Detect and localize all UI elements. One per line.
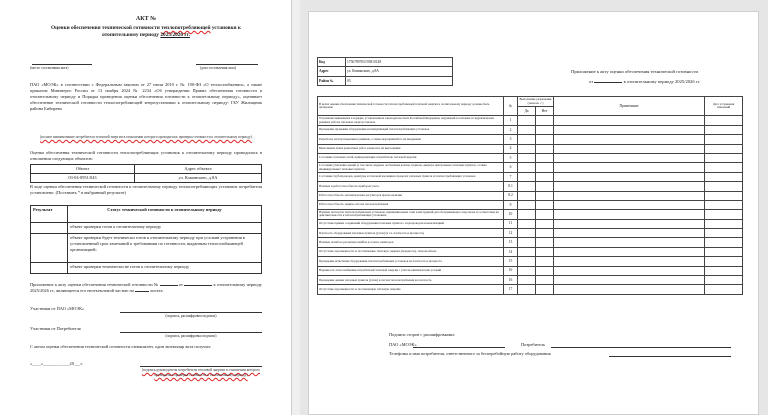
fix-date-cell[interactable] xyxy=(705,247,743,256)
act-document xyxy=(0,0,292,415)
requirement-row xyxy=(318,229,743,238)
notes-cell[interactable] xyxy=(554,247,705,256)
requirement-number: 3 xyxy=(504,135,518,144)
objects-col-address: Адрес объекта xyxy=(134,165,261,174)
moek-sign-label: ПАО «МОЭК» xyxy=(389,342,417,347)
no-cell[interactable] xyxy=(536,238,554,247)
requirement-number: 14 xyxy=(504,247,518,256)
notes-cell[interactable] xyxy=(554,266,705,275)
fix-date-cell[interactable] xyxy=(705,172,743,181)
fix-date-cell[interactable] xyxy=(705,210,743,219)
fix-date-cell[interactable] xyxy=(705,200,743,209)
yes-cell[interactable] xyxy=(518,144,536,153)
fix-date-cell[interactable] xyxy=(705,257,743,266)
status-table xyxy=(30,205,262,274)
yes-cell[interactable] xyxy=(518,163,536,172)
no-cell[interactable] xyxy=(536,144,554,153)
requirement-text: Наличие и работоспособность приборов учета, xyxy=(318,182,504,191)
notes-cell[interactable] xyxy=(554,276,705,285)
requirement-text: Работоспособность автоматических регуляторов при их наличии xyxy=(318,191,504,200)
fix-date-cell[interactable] xyxy=(705,153,743,162)
notes-cell[interactable] xyxy=(554,153,705,162)
yes-cell[interactable] xyxy=(518,219,536,228)
responsible-phones-line[interactable] xyxy=(609,356,731,357)
fix-date-cell[interactable] xyxy=(705,182,743,191)
requirement-row xyxy=(318,247,743,256)
requirement-text: Разработка эксплуатационных режимов, а также мероприятий по их внедрению xyxy=(318,135,504,144)
yes-cell[interactable] xyxy=(518,285,536,294)
requirement-text: Устранение выявленных в порядке, установленном законодательством Российской Федерации, нарушений в тепловых и гидравлических режимах работы тепловых энергоустановок xyxy=(318,116,504,125)
requirement-number: 9 xyxy=(504,200,518,209)
moek-sign-line[interactable] xyxy=(413,347,505,348)
yes-cell[interactable] xyxy=(518,238,536,247)
page-gap xyxy=(292,0,300,415)
no-cell[interactable] xyxy=(536,153,554,162)
requirement-text: Выполнение плана ремонтных работ и качество их выполнения xyxy=(318,144,504,153)
col-number: № xyxy=(504,97,518,116)
requirement-number: 13 xyxy=(504,238,518,247)
notes-cell[interactable] xyxy=(554,200,705,209)
requirement-number: 4 xyxy=(504,144,518,153)
requirement-text: Состояние трубопроводов, арматуры и тепловой изоляции в пределах тепловых пунктов и теплопотребляющих установок xyxy=(318,172,504,181)
fix-date-cell[interactable] xyxy=(705,135,743,144)
requirement-row xyxy=(318,182,743,191)
requirement-row xyxy=(318,116,743,125)
yes-cell[interactable] xyxy=(518,135,536,144)
fix-date-cell[interactable] xyxy=(705,266,743,275)
notes-cell[interactable] xyxy=(554,219,705,228)
requirement-text: Отсутствие прямых соединений оборудования тепловых пунктов с водопроводом и канализацией xyxy=(318,219,504,228)
info-label: Адрес xyxy=(318,67,346,76)
status-col-result: Результат xyxy=(31,206,68,223)
moek-participants-label: Участники от ПАО «МОЭК» xyxy=(30,306,85,311)
objects-col-object: Объект xyxy=(31,165,135,174)
place-line xyxy=(32,64,92,65)
no-cell[interactable] xyxy=(536,172,554,181)
requirement-text: Отсутствие задолженности за поставленные тепловую энергию (мощность), теплоноситель xyxy=(318,247,504,256)
result-cell-3[interactable] xyxy=(31,263,68,274)
intro-paragraph: ПАО «МОЭК» в соответствии с Федеральным законом от 27 июля 2010 г. № 190-ФЗ «О теплоснабжении», а также приказом Минэнерго России от 13 ноября 2024 № 2234 «Об утверждении Правил обеспечения готовности к отопительному периоду и Порядка проведения оценки обеспечения готовности к отопительному периоду», оценивает обеспечение технической готовности теплопотребляющей энергоустановки к отопительному периоду: ГБУ Жилищник района Бибирево xyxy=(30,82,262,111)
requirement-row xyxy=(318,276,743,285)
yes-cell[interactable] xyxy=(518,247,536,256)
requirement-text: Проведение промывки оборудования и коммуникаций теплопотребляющих установок xyxy=(318,125,504,134)
requirement-number: 10 xyxy=(504,210,518,219)
no-cell[interactable] xyxy=(536,163,554,172)
requirement-text: Проведение испытания оборудования теплопотребляющих установок на плотность и прочность xyxy=(318,257,504,266)
col-no: Нет xyxy=(536,107,554,116)
appendix-page xyxy=(308,11,759,415)
requirement-row xyxy=(318,125,743,134)
fix-date-cell[interactable] xyxy=(705,238,743,247)
info-value: 03 xyxy=(346,76,453,85)
requirement-text: Надежность теплоснабжения потребителей тепловой энергии с учетом климатических условий xyxy=(318,266,504,275)
no-cell[interactable] xyxy=(536,219,554,228)
requirement-text: Наличие пломб на расчетных шайбах и соплах элеваторов xyxy=(318,238,504,247)
notes-cell[interactable] xyxy=(554,229,705,238)
consumer-signature-line[interactable] xyxy=(120,332,262,333)
requirement-number: 16 xyxy=(504,276,518,285)
yes-cell[interactable] xyxy=(518,153,536,162)
requirement-row xyxy=(318,200,743,209)
date-caption: (дата составления акта) xyxy=(200,66,237,70)
no-cell[interactable] xyxy=(536,210,554,219)
requirement-text: Плотность оборудования тепловых пунктов (узлов) (в т.ч. плотность и прочность) xyxy=(318,229,504,238)
date-line xyxy=(196,64,258,65)
appendix-paragraph: Приложение к акту оценки обеспечения технической готовности № от к отопительному периоду 2025/2026 гг., являющееся его неотъемлемой частью на листах. xyxy=(30,282,263,293)
fix-date-cell[interactable] xyxy=(705,163,743,172)
requirement-row xyxy=(318,210,743,219)
findings-paragraph: В ходе оценки обеспечения технической готовности к отопительному периоду теплопотребляющих установок потребителя установлено: (Поставить * в выбранный результат) xyxy=(30,184,262,195)
notes-cell[interactable] xyxy=(554,125,705,134)
yes-cell[interactable] xyxy=(518,229,536,238)
no-cell[interactable] xyxy=(536,191,554,200)
notes-cell[interactable] xyxy=(554,163,705,172)
col-fix-date: Дата устранения замечаний xyxy=(705,97,743,116)
requirement-number: 2 xyxy=(504,125,518,134)
requirement-row xyxy=(318,191,743,200)
notes-cell[interactable] xyxy=(554,210,705,219)
requirement-text: Отсутствие задолженности за поставленную тепловую энергию xyxy=(318,285,504,294)
requirement-number: 15 xyxy=(504,257,518,266)
fix-date-cell[interactable] xyxy=(705,125,743,134)
acknowledgement-date: «____»____________20___г. xyxy=(30,361,83,366)
requirement-row xyxy=(318,144,743,153)
act-heading-line2: отопительному периоду 2025/2026 гг. xyxy=(102,32,190,38)
acknowledgement-caption: (подпись руководителя потребителя тепловой энергии в отношении которого проводилась проверка готовности к отопительному периоду) xyxy=(141,368,261,377)
yes-cell[interactable] xyxy=(518,116,536,125)
requirement-row xyxy=(318,266,743,275)
fix-date-cell[interactable] xyxy=(705,229,743,238)
yes-cell[interactable] xyxy=(518,276,536,285)
no-cell[interactable] xyxy=(536,266,554,275)
yes-cell[interactable] xyxy=(518,257,536,266)
info-value: ул. Коминскою, д.8А xyxy=(346,67,453,76)
requirement-row xyxy=(318,285,743,294)
no-cell[interactable] xyxy=(536,229,554,238)
notes-cell[interactable] xyxy=(554,238,705,247)
object-code: 03-04-0951/043 xyxy=(31,174,135,183)
appendix-title: Приложение к акту оценки обеспечения технической готовности xyxy=(571,69,698,74)
signatures-heading: Подписи сторон с расшифровками: xyxy=(389,332,455,337)
object-address: ул. Коминскою, д.8А xyxy=(134,174,261,183)
no-cell[interactable] xyxy=(536,276,554,285)
requirements-body xyxy=(318,116,743,294)
no-cell[interactable] xyxy=(536,182,554,191)
requirement-number: 12 xyxy=(504,229,518,238)
act-title: АКТ № xyxy=(135,16,157,22)
yes-cell[interactable] xyxy=(518,210,536,219)
requirements-table xyxy=(317,96,743,295)
acknowledgement-signature-line[interactable] xyxy=(140,366,262,367)
requirement-text: Работоспособность защиты систем теплопотребления xyxy=(318,200,504,209)
requirement-number: 11 xyxy=(504,219,518,228)
no-cell[interactable] xyxy=(536,247,554,256)
notes-cell[interactable] xyxy=(554,285,705,294)
no-cell[interactable] xyxy=(536,116,554,125)
object-info-table xyxy=(317,57,453,86)
requirement-number: 6 xyxy=(504,163,518,172)
yes-cell[interactable] xyxy=(518,125,536,134)
info-label: Код xyxy=(318,58,346,67)
fix-date-cell[interactable] xyxy=(705,276,743,285)
fix-date-cell[interactable] xyxy=(705,285,743,294)
fix-date-cell[interactable] xyxy=(705,144,743,153)
col-notes: Примечание xyxy=(554,97,705,116)
requirement-text: Состояние тепловых сетей, принадлежащих потребителю тепловой энергии xyxy=(318,153,504,162)
notes-cell[interactable] xyxy=(554,182,705,191)
place-caption: (место составления акта) xyxy=(30,66,69,70)
requirement-number: 17 xyxy=(504,285,518,294)
fix-date-cell[interactable] xyxy=(705,219,743,228)
requirement-number: 1 xyxy=(504,116,518,125)
acknowledgement-paragraph: С актом оценки обеспечения технической готовности ознакомлен, один экземпляр акта получил: xyxy=(30,344,212,349)
requirement-number: 16 xyxy=(504,266,518,275)
yes-cell[interactable] xyxy=(518,266,536,275)
notes-cell[interactable] xyxy=(554,172,705,181)
requirement-number: 5 xyxy=(504,153,518,162)
yes-cell[interactable] xyxy=(518,200,536,209)
notes-cell[interactable] xyxy=(554,257,705,266)
no-cell[interactable] xyxy=(536,135,554,144)
status-option-3: объект проверки технически не готов к отопительному периоду xyxy=(68,263,262,274)
notes-cell[interactable] xyxy=(554,144,705,153)
col-done: Выполнение разрешения (заказать ✓) xyxy=(518,97,554,107)
requirement-row xyxy=(318,219,743,228)
no-cell[interactable] xyxy=(536,285,554,294)
requirement-row xyxy=(318,172,743,181)
consumer-sign-label: Потребитель xyxy=(521,342,546,347)
requirement-text: Проведение оценки тепловых пунктов (узлов) и систем теплопотребления на плотность xyxy=(318,276,504,285)
moek-signature-line[interactable] xyxy=(120,312,262,313)
consumer-sign-line[interactable] xyxy=(551,347,731,348)
requirement-row xyxy=(318,257,743,266)
requirement-number: 8.1 xyxy=(504,182,518,191)
no-cell[interactable] xyxy=(536,200,554,209)
no-cell[interactable] xyxy=(536,125,554,134)
result-cell-1[interactable] xyxy=(31,223,68,234)
result-cell-2[interactable] xyxy=(31,234,68,263)
status-col-status: Статус технической готовности к отопительному периоду xyxy=(68,206,262,223)
requirement-row xyxy=(318,163,743,172)
consumer-caption: (полное наименование потребителя тепловой энергии в отношении которого проводилась проверка готовности к отопительному периоду) xyxy=(40,135,252,139)
notes-cell[interactable] xyxy=(554,135,705,144)
objects-table xyxy=(30,164,262,183)
act-heading-line1: Оценки обеспечения технической готовности теплопотребляющей установки к xyxy=(51,25,241,31)
notes-cell[interactable] xyxy=(554,116,705,125)
requirement-number: 8.2 xyxy=(504,191,518,200)
yes-cell[interactable] xyxy=(518,191,536,200)
requirement-number: 7 xyxy=(504,172,518,181)
consumer-participants-label: Участники от Потребителя xyxy=(30,326,81,331)
moek-signature-caption: (подпись, расшифровка подписи) xyxy=(165,314,217,318)
appendix-viewer xyxy=(300,0,768,415)
info-value: 1756789765193810148 xyxy=(346,58,453,67)
yes-cell[interactable] xyxy=(518,182,536,191)
requirement-row xyxy=(318,238,743,247)
requirement-row xyxy=(318,153,743,162)
fix-date-cell[interactable] xyxy=(705,116,743,125)
objects-paragraph: Оценка обеспечения технической готовности теплопотребляющих установок к отопительному периоду проводилась в отношении следующих объектов: xyxy=(30,150,262,161)
responsible-phones-label: Телефоны и имя потребителя, ответственного за бесперебойную работу оборудования xyxy=(389,351,551,356)
no-cell[interactable] xyxy=(536,257,554,266)
fix-date-cell[interactable] xyxy=(705,191,743,200)
col-requirement: В целях оценки обеспечения технической готовности теплопотребляющей тепловой энергии к отопительному периоду должны быть проверены xyxy=(318,97,504,116)
requirement-text: Состояние утепления зданий (а том числе чердаки, лестничные клетки, подвалы, двери) и центральных тепловых пунктов, а также индивидуальных тепловых пунктов xyxy=(318,163,504,172)
notes-cell[interactable] xyxy=(554,191,705,200)
col-yes: Да xyxy=(518,107,536,116)
consumer-signature-caption: (подпись, расшифровка подписи) xyxy=(165,334,217,338)
status-option-1: объект проверки готов к отопительному периоду xyxy=(68,223,262,234)
appendix-from-line: от к отопительному периоду 2025/2026 гг. xyxy=(589,79,701,84)
info-label: Район № xyxy=(318,76,346,85)
status-option-2: объект проверки будет технически готов к отопительному периоду при условии устранения в установленный срок замечаний к требованиям по готовности, выданным теплоснабжающей организацией; xyxy=(68,234,262,263)
requirement-row xyxy=(318,135,743,144)
requirement-text: Наличие паспортов теплопотребляющих установок, принципиальных схем и инструкций для обслуживающего персонала и соответствие их действительности в теплопотребляющих установках xyxy=(318,210,504,219)
yes-cell[interactable] xyxy=(518,172,536,181)
